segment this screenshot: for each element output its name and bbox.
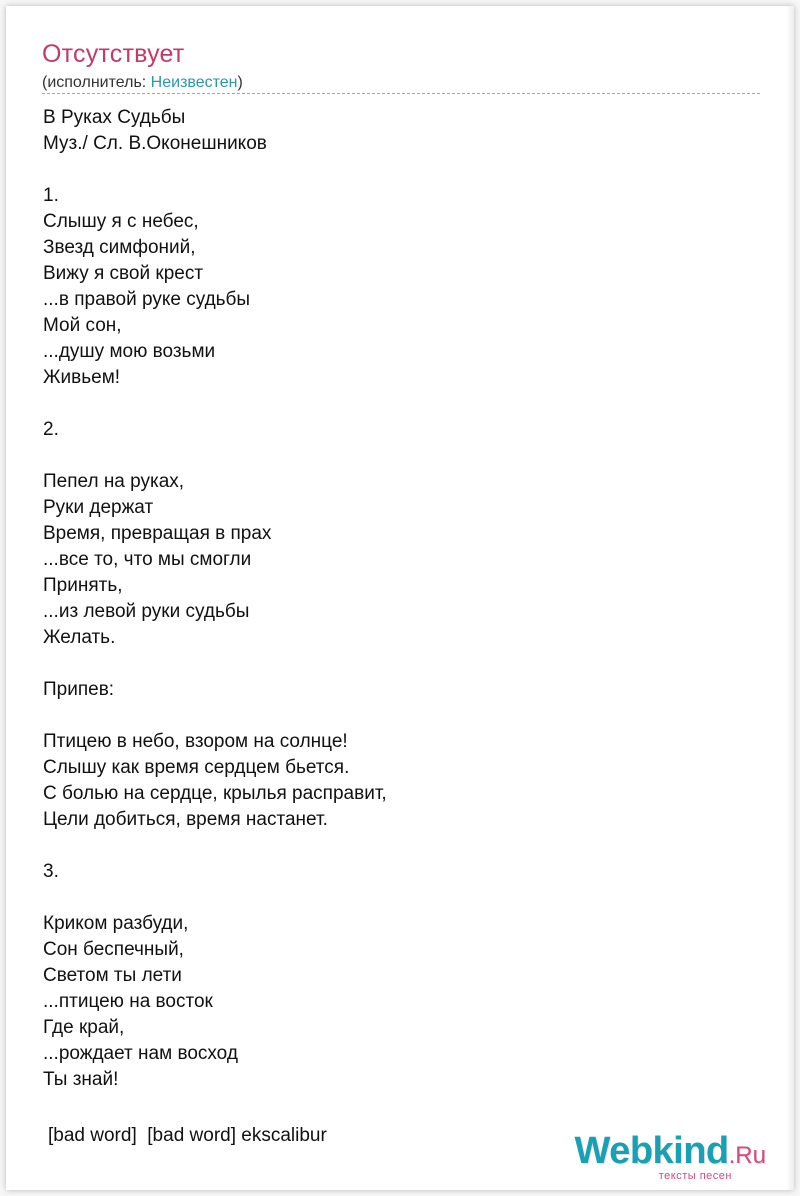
artist-suffix: ) [237, 74, 243, 91]
artist-link[interactable]: Неизвестен [150, 74, 238, 91]
song-title: Отсутствует [42, 40, 185, 68]
title-divider [42, 93, 760, 94]
lyrics-credit: [bad word] [bad word] ekscalibur [48, 1125, 327, 1146]
logo-main-text: Webkind [574, 1130, 729, 1172]
site-logo[interactable] [575, 1132, 767, 1182]
artist-prefix: (исполнитель: [42, 74, 151, 91]
logo-subtitle: тексты песен [658, 1170, 732, 1182]
lyrics-text: В Руках Судьбы Муз./ Сл. В.Оконешников 1. Слышу я с небес, Звезд симфоний, Вижу я свой крест ...в правой руке судьбы Мой сон, ...душу мою возьми Живьем! 2. Пепел на руках, Руки держат Время, превращая в прах ...все то, что мы смогли Принять, ...из левой руки судьбы Желать. Припев: Птицею в небо, взором на солнце! Слышу как время сердцем бьется. С болью на сердце, крылья расправит, Цели добиться, время настанет. 3. Криком разбуди, Сон беспечный, Светом ты лети ...птицею на восток Где край, ...рождает нам восход Ты знай! [43, 107, 387, 1090]
artist-line [42, 74, 243, 92]
logo-wordmark [575, 1132, 767, 1175]
lyrics-page [6, 6, 794, 1190]
logo-domain-text: .Ru [728, 1142, 766, 1169]
